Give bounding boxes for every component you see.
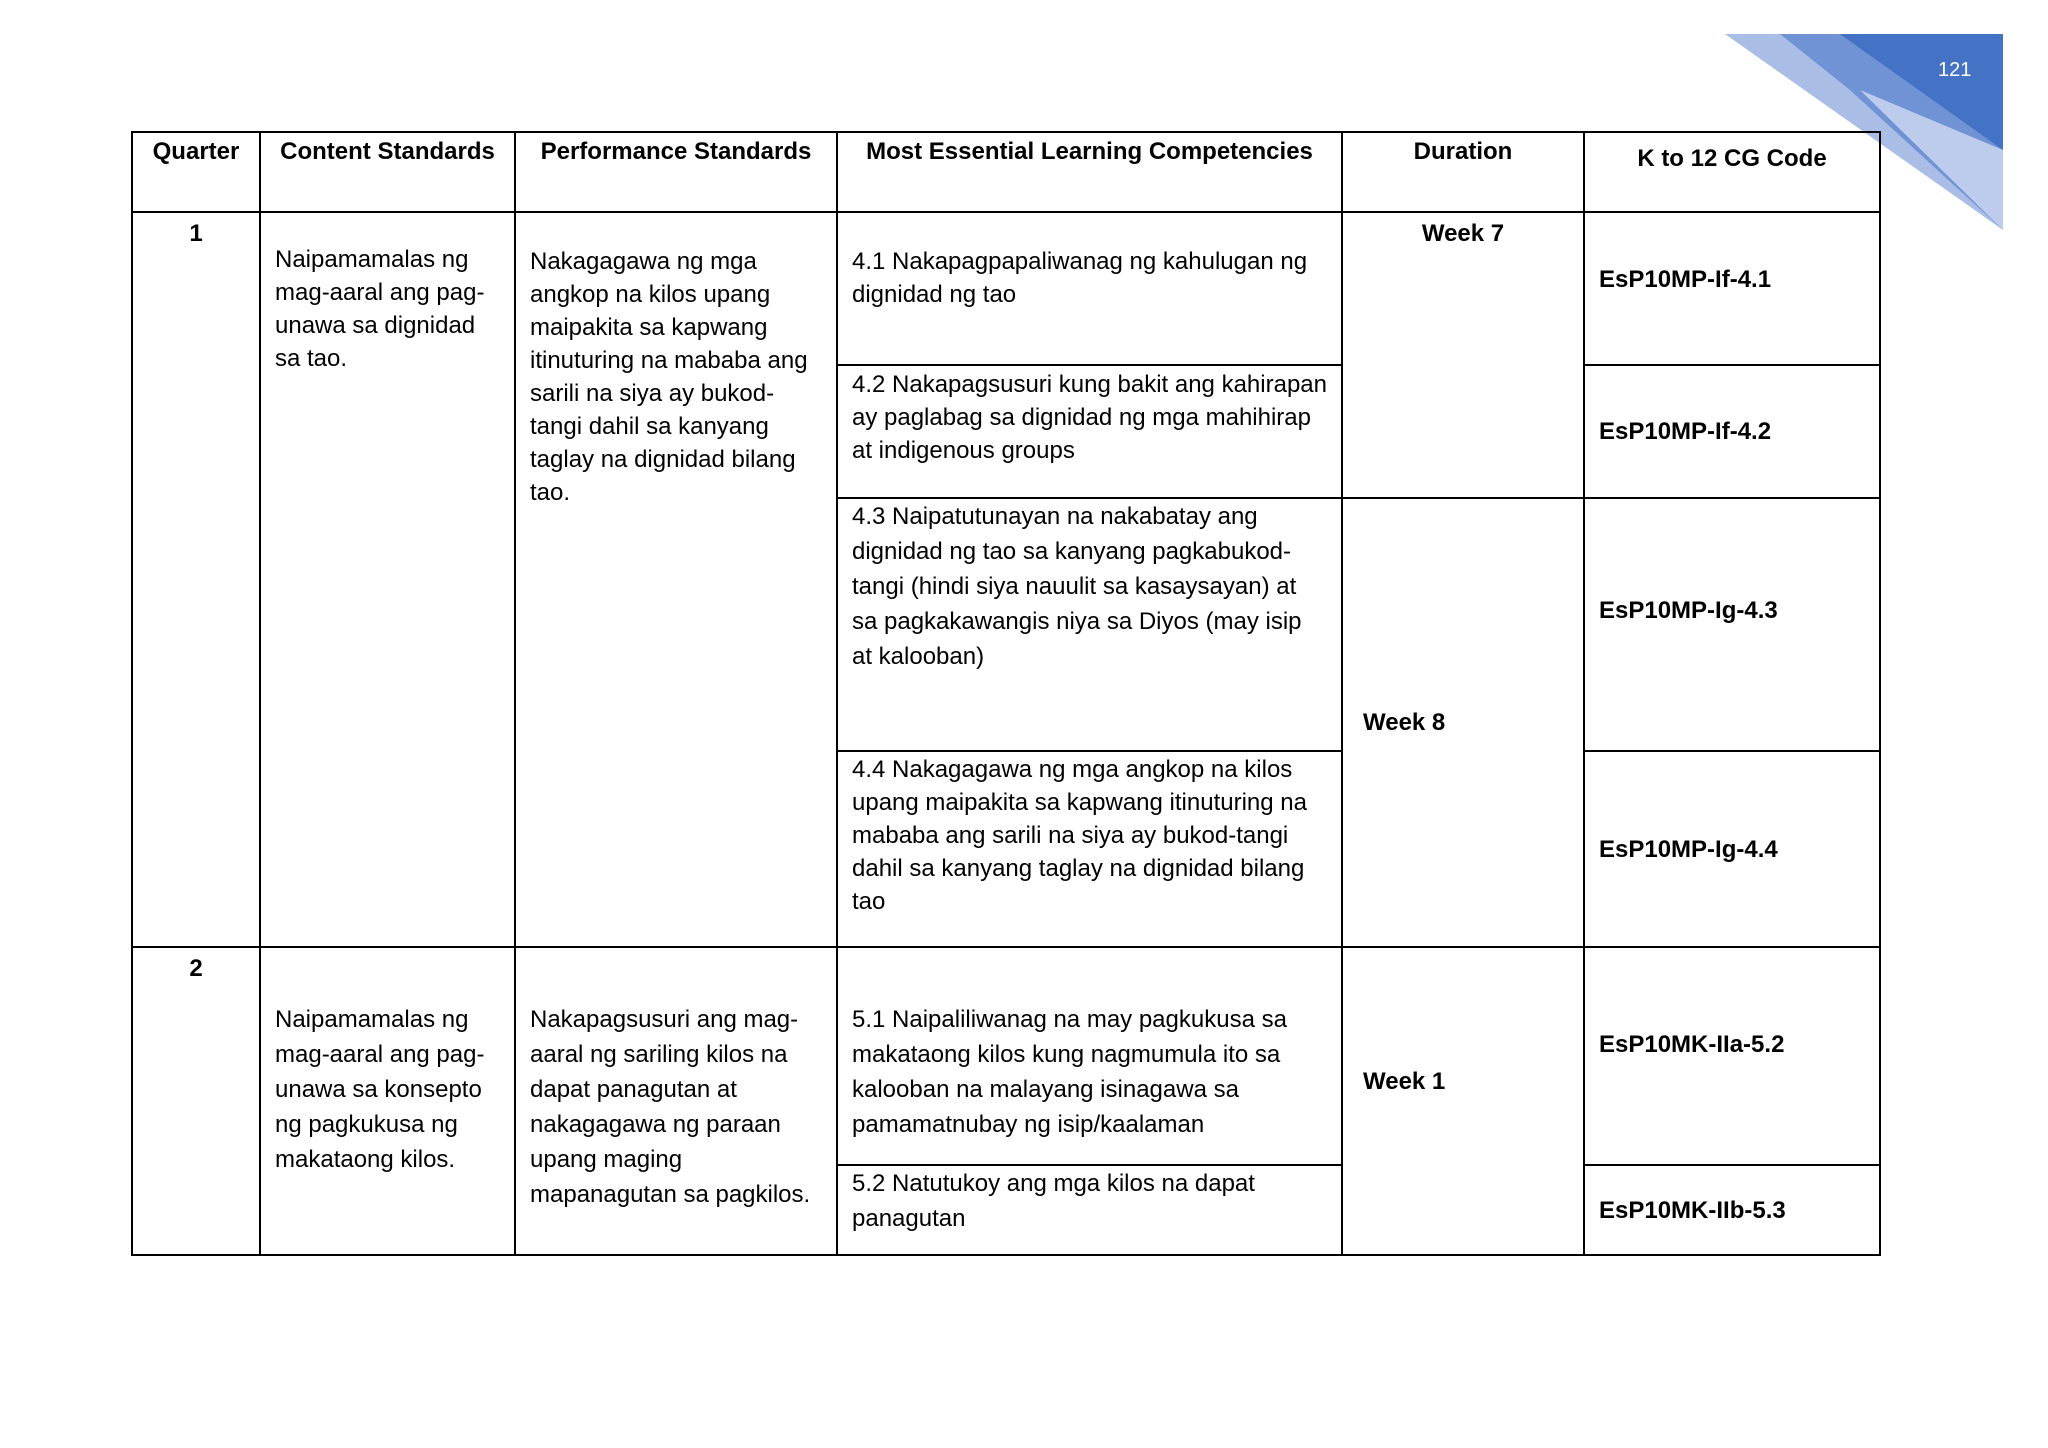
competency-cell: 4.3 Naipatutunayan na nakabatay ang dignidad ng tao sa kanyang pagkabukod-tangi (hindi siya nauulit sa kasaysayan) at sa pagkakawangis niya sa Diyos (may isip at kalooban): [837, 498, 1342, 751]
quarter-cell: 2: [132, 947, 260, 1255]
table-header-row: [132, 132, 1880, 212]
performance-standard-cell: Nakagagawa ng mga angkop na kilos upang maipakita sa kapwang itinuturing na mababa ang sarili na siya ay bukod-tangi dahil sa kanyang taglay na dignidad bilang tao.: [515, 212, 837, 947]
duration-cell: Week 8: [1342, 498, 1584, 947]
quarter-cell: 1: [132, 212, 260, 947]
code-cell: EsP10MP-Ig-4.4: [1584, 751, 1880, 947]
table-row: [132, 212, 1880, 365]
code-cell: EsP10MK-IIb-5.3: [1584, 1165, 1880, 1255]
duration-cell: Week 7: [1342, 212, 1584, 498]
content-standard-cell: Naipamamalas ng mag-aaral ang pag-unawa sa dignidad sa tao.: [260, 212, 515, 947]
competency-cell: 4.1 Nakapagpapaliwanag ng kahulugan ng dignidad ng tao: [837, 212, 1342, 365]
code-cell: EsP10MK-IIa-5.2: [1584, 947, 1880, 1165]
header-performance-standards: Performance Standards: [515, 132, 837, 212]
duration-cell: Week 1: [1342, 947, 1584, 1255]
competency-cell: 5.2 Natutukoy ang mga kilos na dapat panagutan: [837, 1165, 1342, 1255]
header-melc: Most Essential Learning Competencies: [837, 132, 1342, 212]
page-number: 121: [1938, 59, 1972, 81]
content-standard-cell: Naipamamalas ng mag-aaral ang pag-unawa sa konsepto ng pagkukusa ng makataong kilos.: [260, 947, 515, 1255]
melc-table: [131, 131, 1881, 1256]
competency-cell: 4.2 Nakapagsusuri kung bakit ang kahirapan ay paglabag sa dignidad ng mga mahihirap at indigenous groups: [837, 365, 1342, 498]
header-quarter: Quarter: [132, 132, 260, 212]
header-code: K to 12 CG Code: [1584, 132, 1880, 212]
competency-cell: 5.1 Naipaliliwanag na may pagkukusa sa makataong kilos kung nagmumula ito sa kalooban na malayang isinagawa sa pamamatnubay ng isip/kaalaman: [837, 947, 1342, 1165]
header-content-standards: Content Standards: [260, 132, 515, 212]
table-row: [132, 947, 1880, 1165]
header-duration: Duration: [1342, 132, 1584, 212]
code-cell: EsP10MP-Ig-4.3: [1584, 498, 1880, 751]
code-cell: EsP10MP-If-4.2: [1584, 365, 1880, 498]
code-cell: EsP10MP-If-4.1: [1584, 212, 1880, 365]
performance-standard-cell: Nakapagsusuri ang mag-aaral ng sariling kilos na dapat panagutan at nakagagawa ng paraan upang maging mapanagutan sa pagkilos.: [515, 947, 837, 1255]
competency-cell: 4.4 Nakagagawa ng mga angkop na kilos upang maipakita sa kapwang itinuturing na mababa ang sarili na siya ay bukod-tangi dahil sa kanyang taglay na dignidad bilang tao: [837, 751, 1342, 947]
